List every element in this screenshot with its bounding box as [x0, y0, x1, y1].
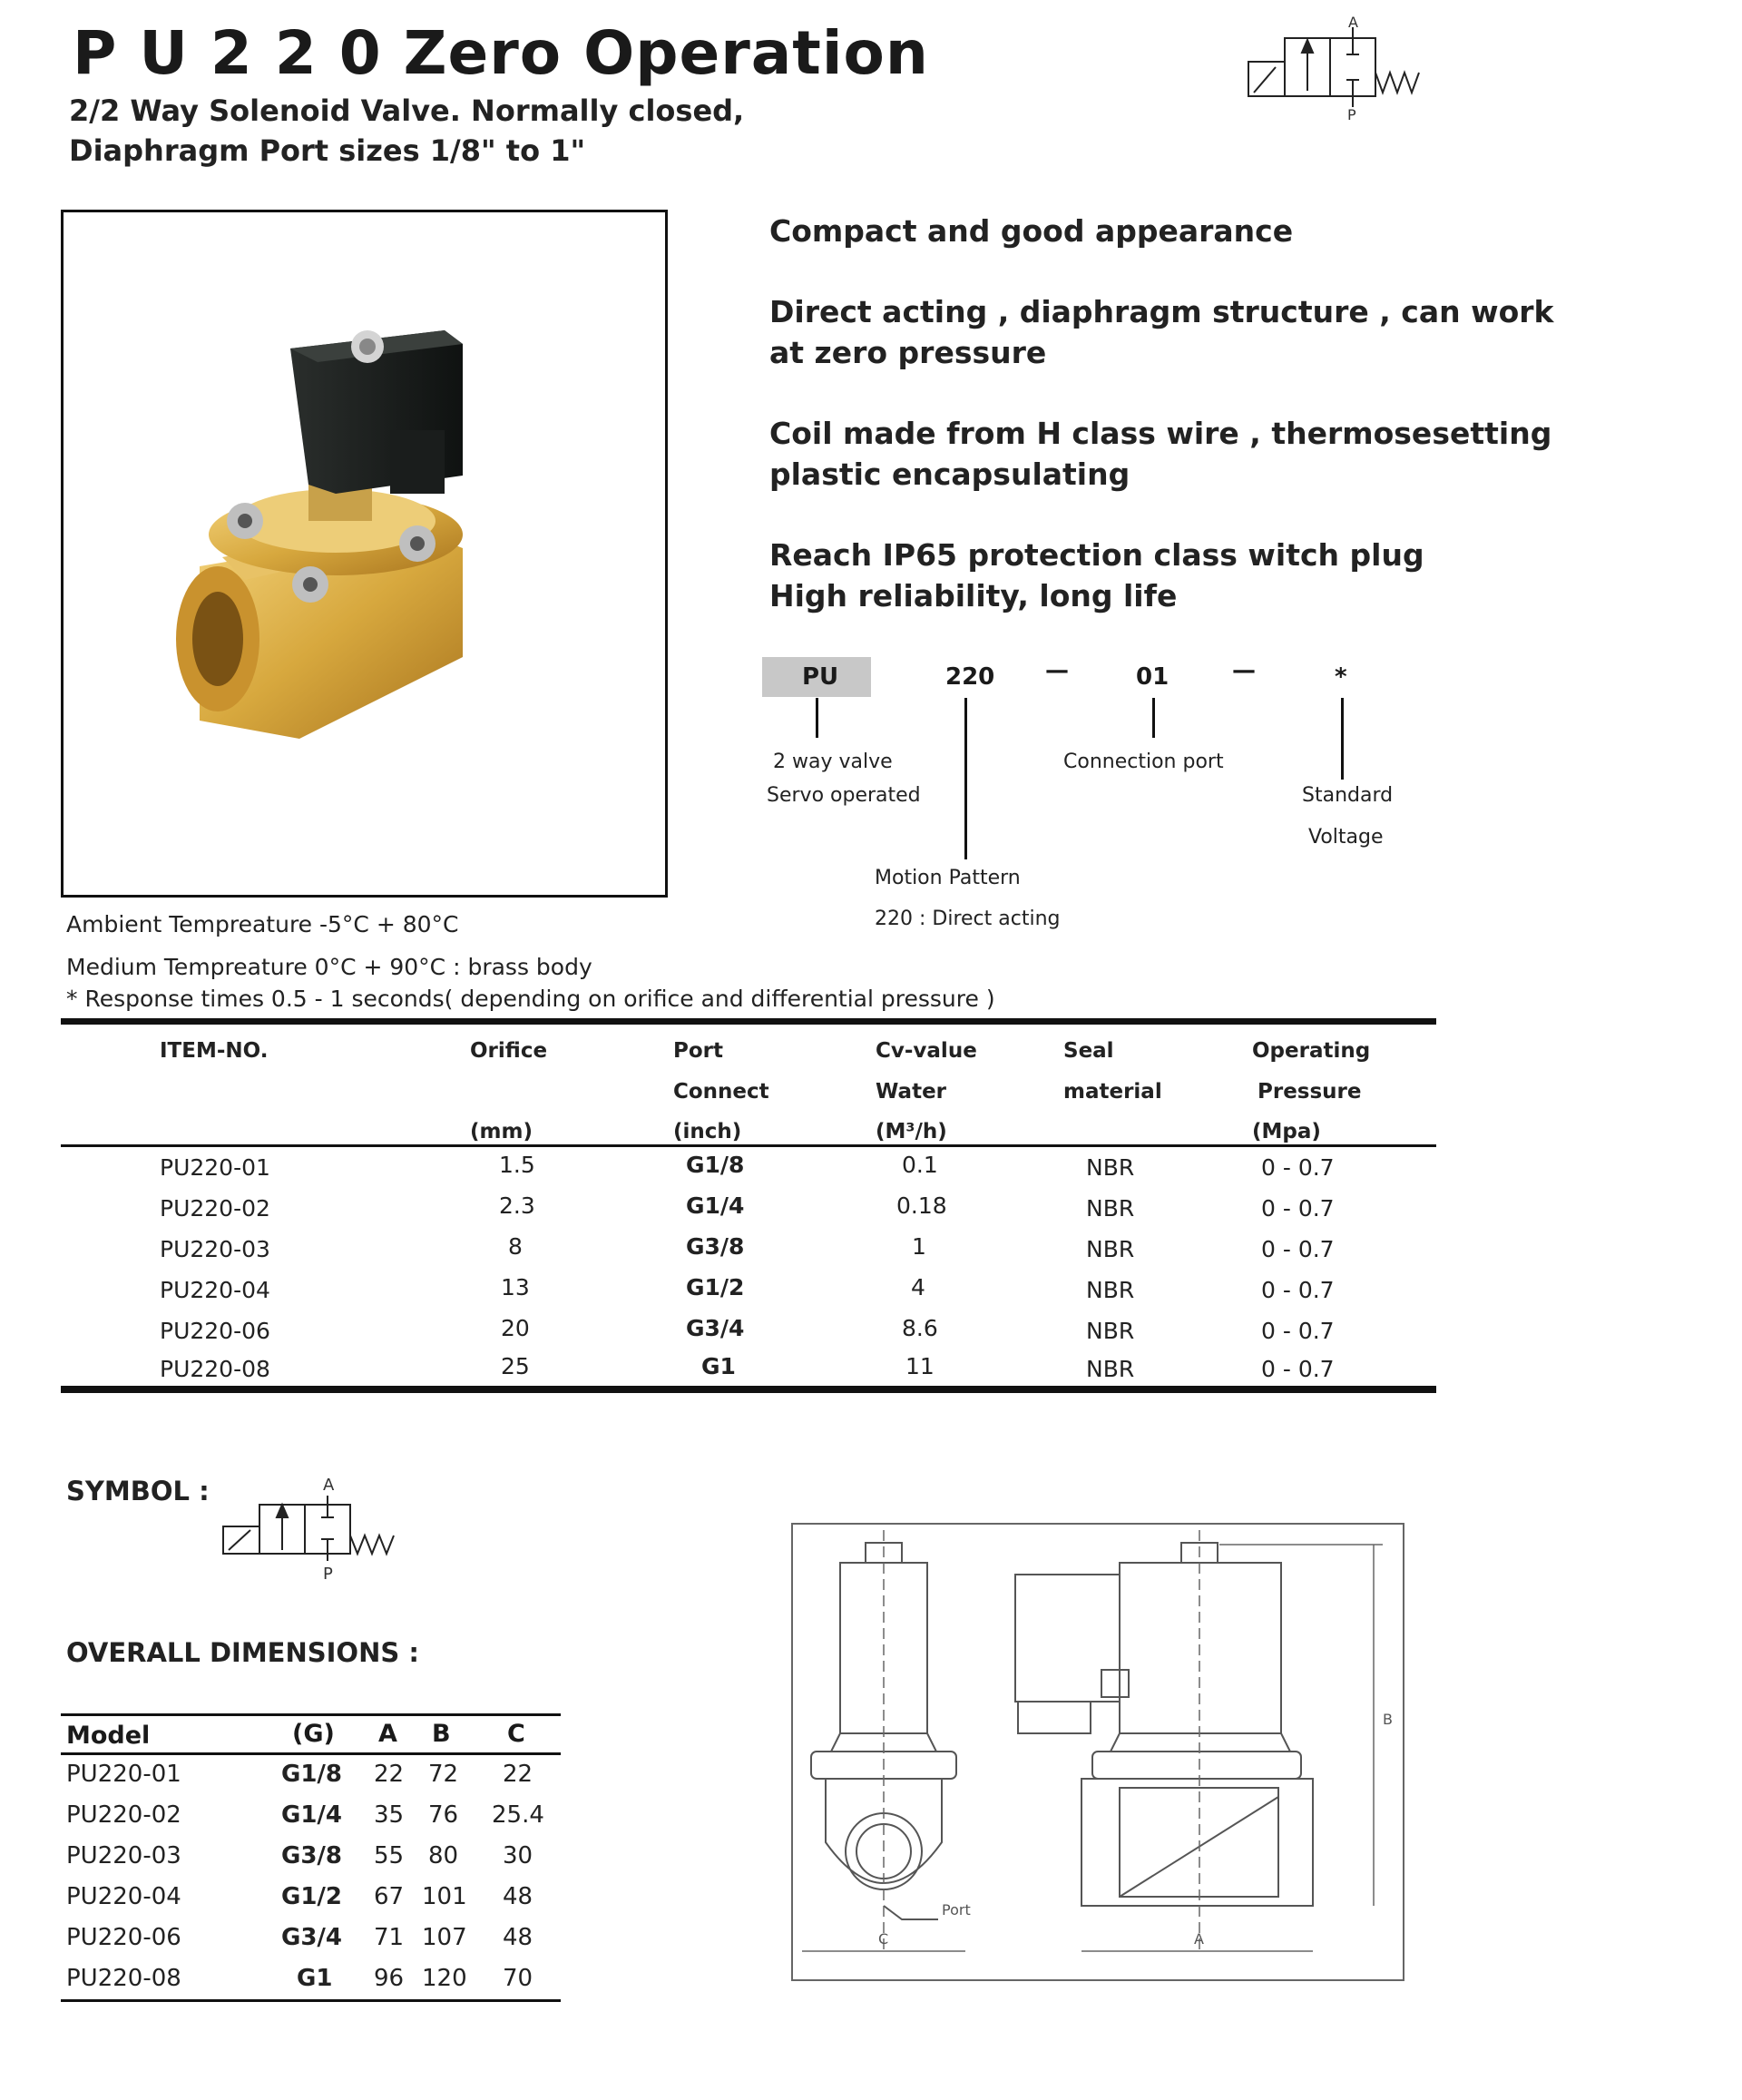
cell-item: PU220-01: [160, 1154, 270, 1181]
dim-cell-g: G1: [297, 1965, 333, 1992]
cell-item: PU220-08: [160, 1356, 270, 1382]
dim-bottom-rule: [61, 1999, 561, 2002]
table-row: [0, 1761, 581, 1793]
cell-port: G1/2: [686, 1274, 745, 1300]
valve-symbol: [218, 1470, 417, 1584]
cell-pressure: 0 - 0.7: [1261, 1236, 1335, 1262]
cell-seal: NBR: [1086, 1277, 1135, 1303]
port-p-label: P: [323, 1565, 333, 1584]
cell-pressure: 0 - 0.7: [1261, 1318, 1335, 1344]
dim-cell-c: 70: [503, 1965, 533, 1992]
dim-cell-b: 76: [428, 1801, 459, 1829]
solenoid-valve-image: [64, 212, 665, 895]
code-part-pu: PU: [802, 663, 839, 691]
std-caption-1: Standard: [1302, 784, 1394, 807]
feature-item: Direct acting , diaphragm structure , can work at zero pressure: [769, 294, 1554, 370]
header-item-no: ITEM-NO.: [160, 1039, 269, 1063]
connector-line: [816, 698, 818, 738]
feature-item: Compact and good appearance: [769, 213, 1294, 249]
feature-item: Reach IP65 protection class witch plug: [769, 537, 1424, 573]
cell-cv: 1: [912, 1233, 926, 1260]
code-part-01: 01: [1136, 663, 1169, 691]
header-pressure-2: Pressure: [1258, 1080, 1362, 1104]
feature-item: High reliability, long life: [769, 578, 1178, 613]
dimensions-section-label: OVERALL DIMENSIONS :: [66, 1637, 419, 1668]
response-time-note: * Response times 0.5 - 1 seconds( depending on orifice and differential pressure ): [66, 986, 995, 1012]
cell-item: PU220-04: [160, 1277, 270, 1303]
std-caption-2: Voltage: [1308, 826, 1384, 849]
valve-symbol-top: [1245, 9, 1444, 123]
dimension-drawing: [793, 1525, 1403, 1979]
dim-cell-model: PU220-06: [66, 1924, 181, 1951]
dim-cell-g: G3/4: [281, 1924, 343, 1951]
connector-line: [1341, 698, 1344, 780]
drawing-b-label: B: [1383, 1711, 1393, 1728]
cell-port: G1: [701, 1353, 736, 1379]
table-bottom-rule: [61, 1386, 1436, 1393]
table-row: [0, 1192, 1452, 1228]
dim-cell-c: 22: [503, 1761, 533, 1788]
table-row: [0, 1233, 1452, 1269]
cell-seal: NBR: [1086, 1356, 1135, 1382]
page-subtitle: [69, 91, 744, 171]
header-seal-2: material: [1063, 1080, 1162, 1104]
dim-top-rule: [61, 1713, 561, 1716]
ambient-temperature-note: Ambient Tempreature -5°C + 80°C: [66, 911, 459, 937]
code-separator: —: [1045, 657, 1069, 684]
motion-caption-2: 220 : Direct acting: [875, 908, 1061, 930]
header-cv-unit: (M³/h): [876, 1120, 947, 1143]
dimension-drawing-frame: [791, 1523, 1404, 1981]
cell-port: G3/8: [686, 1233, 745, 1260]
dim-cell-model: PU220-01: [66, 1761, 181, 1788]
dim-cell-a: 35: [374, 1801, 405, 1829]
header-orifice: Orifice: [470, 1039, 548, 1063]
cell-item: PU220-02: [160, 1195, 270, 1222]
drawing-a-label: A: [1194, 1930, 1204, 1948]
table-row: [0, 1315, 1452, 1350]
port-p-label: P: [1347, 106, 1356, 123]
medium-temperature-note: Medium Tempreature 0°C + 90°C : brass body: [66, 954, 592, 980]
dim-cell-c: 48: [503, 1883, 533, 1910]
dim-cell-b: 80: [428, 1842, 459, 1869]
dim-header-model: Model: [66, 1722, 151, 1750]
header-cv-2: Water: [876, 1080, 947, 1104]
dim-cell-b: 107: [422, 1924, 467, 1951]
feature-item: Coil made from H class wire , thermosesetting plastic encapsulating: [769, 416, 1552, 492]
dim-cell-g: G1/4: [281, 1801, 343, 1829]
cell-item: PU220-06: [160, 1318, 270, 1344]
connector-line: [1152, 698, 1155, 738]
cell-orifice: 20: [501, 1315, 530, 1341]
dim-cell-model: PU220-03: [66, 1842, 181, 1869]
header-cv: Cv-value: [876, 1039, 977, 1063]
dim-cell-b: 120: [422, 1965, 467, 1992]
code-part-220: 220: [945, 663, 995, 691]
cell-port: G1/4: [686, 1192, 745, 1219]
dim-cell-c: 30: [503, 1842, 533, 1869]
header-port: Port: [673, 1039, 723, 1063]
table-row: [0, 1801, 581, 1834]
cell-item: PU220-03: [160, 1236, 270, 1262]
dim-cell-model: PU220-08: [66, 1965, 181, 1992]
dim-header-rule: [61, 1752, 561, 1755]
table-row: [0, 1154, 1452, 1187]
subtitle-line-2: Diaphragm Port sizes 1/8" to 1": [69, 133, 586, 168]
header-pressure: Operating: [1252, 1039, 1371, 1063]
dim-cell-model: PU220-02: [66, 1801, 181, 1829]
table-row: [0, 1353, 1452, 1389]
cell-cv: 8.6: [902, 1315, 938, 1341]
drawing-port-label: Port: [942, 1901, 971, 1918]
port-a-label: A: [1348, 14, 1358, 31]
cell-pressure: 0 - 0.7: [1261, 1154, 1335, 1181]
cell-seal: NBR: [1086, 1318, 1135, 1344]
cell-port: G1/8: [686, 1152, 745, 1178]
cell-orifice: 2.3: [499, 1192, 535, 1219]
header-port-2: Connect: [673, 1080, 769, 1104]
table-row: [0, 1883, 581, 1916]
header-rule: [61, 1144, 1436, 1147]
table-row: [0, 1842, 581, 1875]
motion-caption-1: Motion Pattern: [875, 867, 1021, 889]
cell-seal: NBR: [1086, 1195, 1135, 1222]
cell-seal: NBR: [1086, 1154, 1135, 1181]
dim-cell-model: PU220-04: [66, 1883, 181, 1910]
product-photo-frame: [61, 210, 668, 898]
header-pressure-unit: (Mpa): [1252, 1120, 1321, 1143]
table-row: [0, 1274, 1452, 1310]
dim-cell-g: G3/8: [281, 1842, 343, 1869]
header-seal: Seal: [1063, 1039, 1114, 1063]
feature-list: [769, 211, 1586, 616]
dim-header-a: A: [378, 1720, 397, 1748]
port-a-label: A: [323, 1476, 335, 1495]
cell-orifice: 25: [501, 1353, 530, 1379]
dim-cell-b: 72: [428, 1761, 459, 1788]
dim-header-c: C: [507, 1720, 525, 1748]
dim-cell-a: 55: [374, 1842, 405, 1869]
cell-cv: 11: [905, 1353, 935, 1379]
page-title: P U 2 2 0 Zero Operation: [73, 18, 929, 88]
cell-pressure: 0 - 0.7: [1261, 1277, 1335, 1303]
drawing-c-label: C: [878, 1930, 889, 1948]
cell-orifice: 8: [508, 1233, 523, 1260]
dim-cell-b: 101: [422, 1883, 467, 1910]
cell-cv: 4: [911, 1274, 925, 1300]
table-top-rule: [61, 1018, 1436, 1025]
cell-pressure: 0 - 0.7: [1261, 1195, 1335, 1222]
cell-cv: 0.1: [902, 1152, 938, 1178]
pu-caption-2: Servo operated: [767, 784, 921, 807]
pu-caption-1: 2 way valve: [773, 751, 893, 773]
header-port-unit: (inch): [673, 1120, 742, 1143]
dim-header-g: (G): [292, 1720, 335, 1748]
dim-header-b: B: [432, 1720, 451, 1748]
header-orifice-unit: (mm): [470, 1120, 533, 1143]
cell-port: G3/4: [686, 1315, 745, 1341]
symbol-section-label: SYMBOL :: [66, 1476, 210, 1506]
dim-cell-a: 96: [374, 1965, 405, 1992]
table-row: [0, 1924, 581, 1957]
cell-seal: NBR: [1086, 1236, 1135, 1262]
cell-cv: 0.18: [896, 1192, 947, 1219]
cell-orifice: 1.5: [499, 1152, 535, 1178]
table-row: [0, 1965, 581, 1997]
subtitle-line-1: 2/2 Way Solenoid Valve. Normally closed,: [69, 93, 745, 128]
cell-pressure: 0 - 0.7: [1261, 1356, 1335, 1382]
dim-cell-c: 25.4: [492, 1801, 544, 1829]
port-caption: Connection port: [1063, 751, 1224, 773]
cell-orifice: 13: [501, 1274, 530, 1300]
dim-cell-g: G1/2: [281, 1883, 343, 1910]
dim-cell-g: G1/8: [281, 1761, 343, 1788]
code-part-star: *: [1335, 663, 1347, 691]
code-separator: —: [1232, 657, 1256, 684]
connector-line: [964, 698, 967, 859]
dim-cell-c: 48: [503, 1924, 533, 1951]
dim-cell-a: 71: [374, 1924, 405, 1951]
dim-cell-a: 67: [374, 1883, 405, 1910]
dim-cell-a: 22: [374, 1761, 405, 1788]
